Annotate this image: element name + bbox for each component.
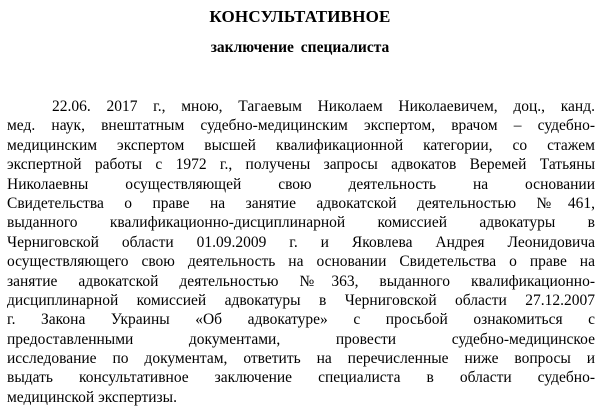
paragraph-line: дисциплинарной комиссией адвокатуры в Черниговской области 27.12.2007: [7, 291, 595, 309]
document-subtitle: заключение специалиста: [210, 39, 390, 56]
paragraph-line: Черниговской области 01.09.2009 г. и Яковлева Андрея Леонидовича: [7, 233, 595, 251]
paragraph-line: Николаевны осуществляющей свою деятельность на основании: [7, 175, 595, 193]
paragraph-line: выдать консультативное заключение специалиста в области судебно-: [7, 369, 595, 387]
paragraph-line: г. Закона Украины «Об адвокатуре» с просьбой ознакомиться с: [7, 311, 595, 329]
paragraph-line: 22.06. 2017 г., мною, Тагаевым Николаем Николаевичем, доц., канд.: [52, 98, 595, 115]
paragraph-line: предоставленными документами, провести судебно-медицинское: [7, 330, 595, 348]
paragraph-line: мед. наук, внештатным судебно-медицинским экспертом, врачом – судебно-: [7, 117, 595, 135]
paragraph-line: исследование по документам, ответить на перечисленные ниже вопросы и: [7, 350, 595, 368]
paragraph-line: осуществляющего свою деятельность на основании Свидетельства о праве на: [7, 253, 595, 271]
paragraph-line: медицинским экспертом высшей квалификационной категории, со стажем: [7, 136, 595, 154]
document-title: КОНСУЛЬТАТИВНОЕ: [209, 7, 391, 26]
paragraph-line: занятие адвокатской деятельностью №363, выданного квалификационно-: [7, 272, 595, 290]
paragraph-line: Свидетельства о праве на занятие адвокатской деятельностью №461,: [7, 194, 595, 212]
paragraph-line: экспертной работы с 1972 г., получены запросы адвокатов Веремей Татьяны: [7, 156, 595, 174]
paragraph-line: выданного квалификационно-дисциплинарной комиссией адвокатуры в: [7, 214, 595, 232]
document-paragraph: [7, 97, 595, 407]
paragraph-line: медицинской экспертизы.: [7, 388, 177, 406]
